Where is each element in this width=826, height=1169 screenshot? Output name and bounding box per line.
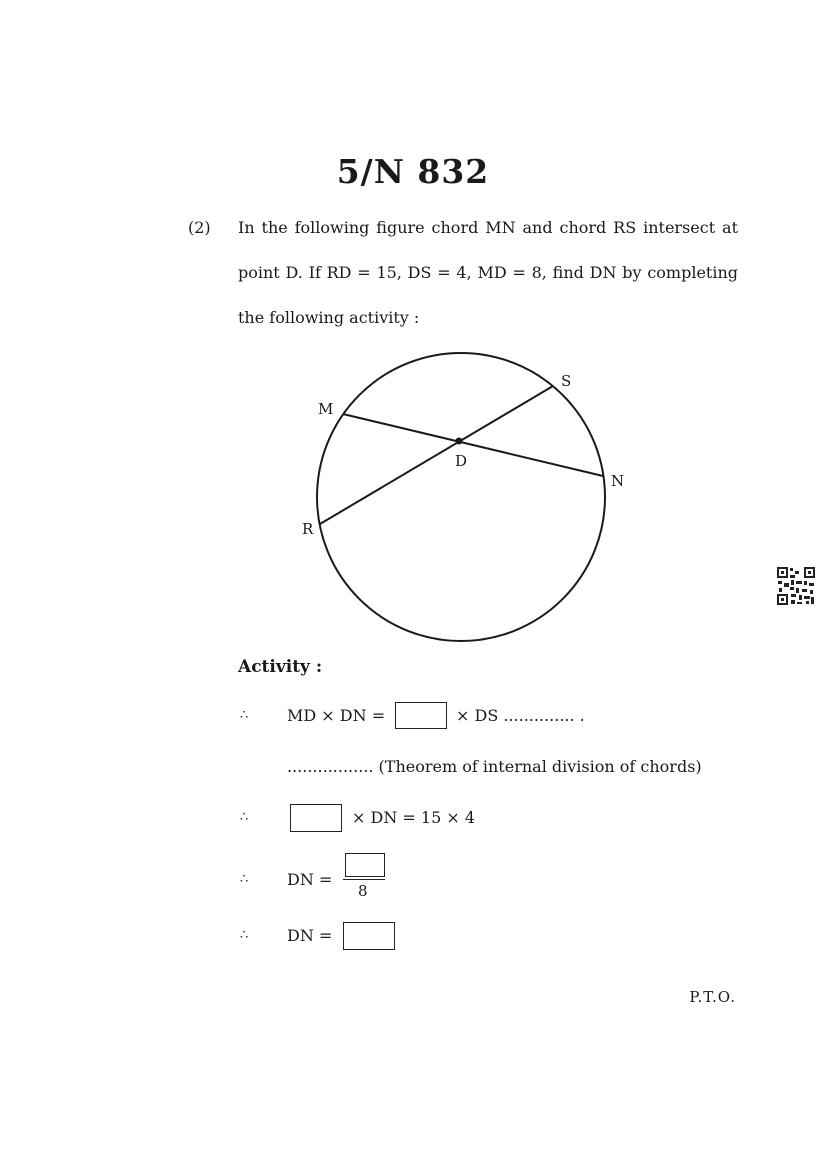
step3-denominator: 8	[358, 882, 368, 900]
step1-right-text: × DS .............. .	[456, 706, 585, 725]
label-d: D	[455, 452, 468, 470]
step4-left-text: DN =	[287, 926, 333, 945]
answer-box-1[interactable]	[395, 702, 447, 729]
activity-heading: Activity :	[238, 657, 323, 677]
circle	[317, 353, 605, 641]
therefore-symbol: ∴	[240, 928, 249, 943]
fraction-bar	[343, 879, 385, 880]
therefore-symbol: ∴	[240, 708, 249, 723]
label-s: S	[561, 372, 572, 390]
question-number: (2)	[188, 218, 211, 237]
question-line-3: the following activity :	[238, 308, 420, 327]
qr-code	[776, 566, 816, 606]
question-line-1: In the following figure chord MN and chord RS intersect at	[238, 218, 738, 237]
paper-code: 5/N 832	[336, 152, 490, 191]
theorem-reason: ................. (Theorem of internal division of chords)	[287, 757, 702, 776]
therefore-symbol: ∴	[240, 810, 249, 825]
step3-left-text: DN =	[287, 870, 333, 889]
therefore-symbol: ∴	[240, 872, 249, 887]
chord-mn	[343, 414, 603, 476]
answer-box-2[interactable]	[290, 804, 342, 832]
page-turn-over: P.T.O.	[689, 988, 736, 1006]
label-r: R	[302, 520, 314, 538]
point-d	[456, 438, 463, 445]
step2-right-text: × DN = 15 × 4	[352, 808, 476, 827]
question-line-2: point D. If RD = 15, DS = 4, MD = 8, find DN by completing	[238, 263, 738, 282]
answer-box-final[interactable]	[343, 922, 395, 950]
label-m: M	[318, 400, 334, 418]
label-n: N	[611, 472, 625, 490]
chord-figure	[290, 340, 640, 650]
step1-left-text: MD × DN =	[287, 706, 386, 725]
answer-box-numerator[interactable]	[345, 853, 385, 877]
